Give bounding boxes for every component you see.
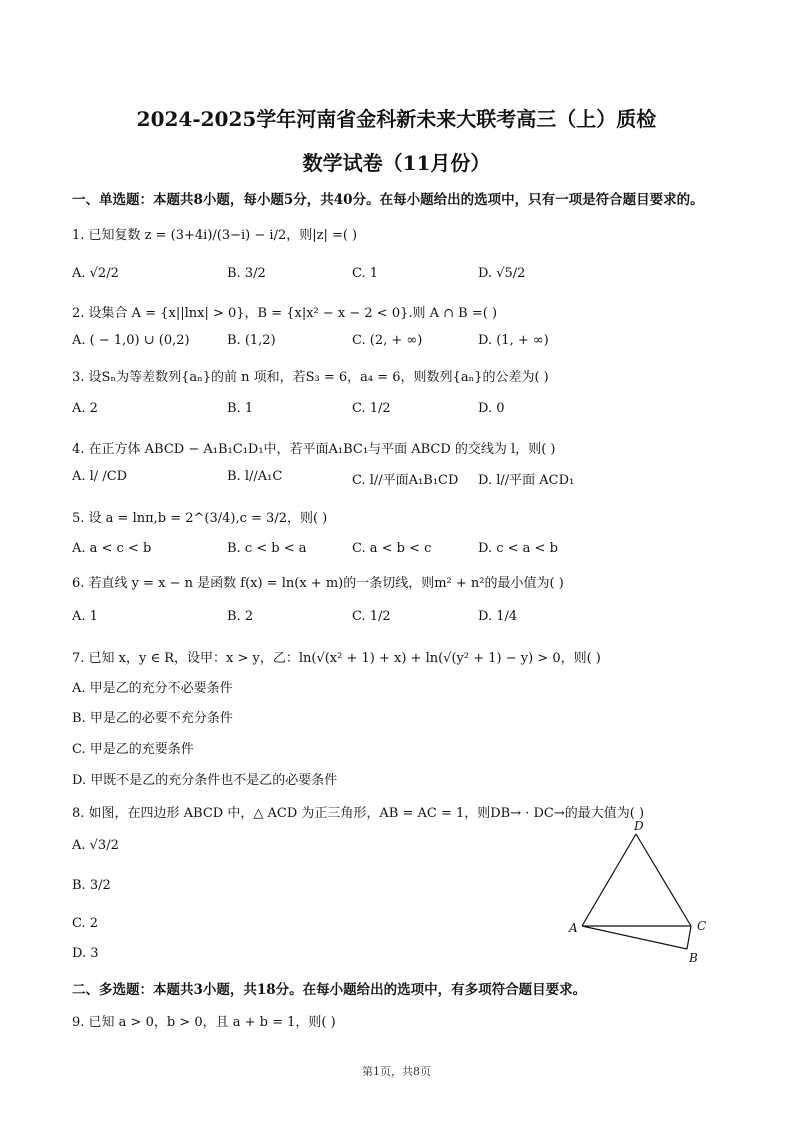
q6-option-d: D. 1/4 xyxy=(478,609,518,624)
q8-option-d: D. 3 xyxy=(72,946,99,961)
q1-option-d: D. √5/2 xyxy=(478,266,526,281)
q2-option-c: C. (2, + ∞) xyxy=(352,333,423,348)
q3-option-b: B. 1 xyxy=(227,401,254,416)
label-d: D xyxy=(634,819,644,833)
q8-option-a: A. √3/2 xyxy=(72,838,119,853)
q4-option-a: A. l/ /CD xyxy=(72,469,128,484)
question-3: 3. 设Sₙ为等差数列{aₙ}的前 n 项和，若S₃ = 6，a₄ = 6，则数列{aₙ}的公差为( ) xyxy=(72,370,549,385)
q2-option-b: B. (1,2) xyxy=(227,333,276,348)
label-c: C xyxy=(697,919,707,933)
title-line-1: 2024-2025学年河南省金科新未来大联考高三（上）质检 xyxy=(136,107,657,131)
label-b: B xyxy=(689,951,698,965)
page-footer: 第1页，共8页 xyxy=(362,1065,431,1078)
q7-option-a: A. 甲是乙的充分不必要条件 xyxy=(72,681,233,696)
question-2: 2. 设集合 A = {x||lnx| > 0}，B = {x|x² − x − 2 < 0}.则 A ∩ B =( ) xyxy=(72,306,498,321)
q7-option-c: C. 甲是乙的充要条件 xyxy=(72,742,194,757)
question-1: 1. 已知复数 z = (3+4i)/(3−i) − i/2，则|z| =( ) xyxy=(72,228,358,243)
title-line-2: 数学试卷（11月份） xyxy=(302,151,491,175)
q3-option-d: D. 0 xyxy=(478,401,505,416)
q5-option-b: B. c < b < a xyxy=(227,541,307,556)
question-6: 6. 若直线 y = x − n 是函数 f(x) = ln(x + m)的一条切线，则m² + n²的最小值为( ) xyxy=(72,576,564,591)
label-a: A xyxy=(569,921,578,935)
question-4: 4. 在正方体 ABCD − A₁B₁C₁D₁中，若平面A₁BC₁与平面 ABCD 的交线为 l，则( ) xyxy=(72,442,556,457)
question-7: 7. 已知 x，y ∈ R，设甲：x > y，乙：ln(√(x² + 1) + x) + ln(√(y² + 1) − y) > 0，则( ) xyxy=(72,651,601,666)
q1-option-b: B. 3/2 xyxy=(227,266,266,281)
q5-option-c: C. a < b < c xyxy=(352,541,432,556)
edge-dc xyxy=(636,834,691,926)
q3-option-a: A. 2 xyxy=(72,401,98,416)
q8-option-b: B. 3/2 xyxy=(72,878,111,893)
quadrilateral-figure xyxy=(560,818,720,968)
q7-option-d: D. 甲既不是乙的充分条件也不是乙的必要条件 xyxy=(72,773,338,788)
question-5: 5. 设 a = lnπ,b = 2^(3/4),c = 3/2，则( ) xyxy=(72,511,328,526)
q6-option-c: C. 1/2 xyxy=(352,609,391,624)
edge-bc xyxy=(687,926,691,949)
q4-option-c: C. l//平面A₁B₁CD xyxy=(352,473,459,488)
q4-option-d: D. l//平面 ACD₁ xyxy=(478,473,575,488)
q5-option-d: D. c < a < b xyxy=(478,541,558,556)
section-2-heading: 二、多选题：本题共3小题，共18分。在每小题给出的选项中，有多项符合题目要求。 xyxy=(72,982,587,998)
q4-option-b: B. l//A₁C xyxy=(227,469,283,484)
q1-option-c: C. 1 xyxy=(352,266,379,281)
section-1-heading: 一、单选题：本题共8小题，每小题5分，共40分。在每小题给出的选项中，只有一项是符合题目要求的。 xyxy=(72,192,704,208)
q1-option-a: A. √2/2 xyxy=(72,266,119,281)
question-9: 9. 已知 a > 0，b > 0，且 a + b = 1，则( ) xyxy=(72,1015,336,1030)
q2-option-a: A. ( − 1,0) ∪ (0,2) xyxy=(72,333,190,348)
edge-ab xyxy=(582,926,687,949)
q3-option-c: C. 1/2 xyxy=(352,401,391,416)
q7-option-b: B. 甲是乙的必要不充分条件 xyxy=(72,711,233,726)
q2-option-d: D. (1, + ∞) xyxy=(478,333,549,348)
q8-option-c: C. 2 xyxy=(72,916,99,931)
question-8: 8. 如图，在四边形 ABCD 中，△ ACD 为正三角形，AB = AC = 1，则DB→ · DC→的最大值为( ) xyxy=(72,806,645,821)
edge-da xyxy=(582,834,636,926)
q6-option-a: A. 1 xyxy=(72,609,98,624)
q6-option-b: B. 2 xyxy=(227,609,254,624)
q5-option-a: A. a < c < b xyxy=(72,541,152,556)
